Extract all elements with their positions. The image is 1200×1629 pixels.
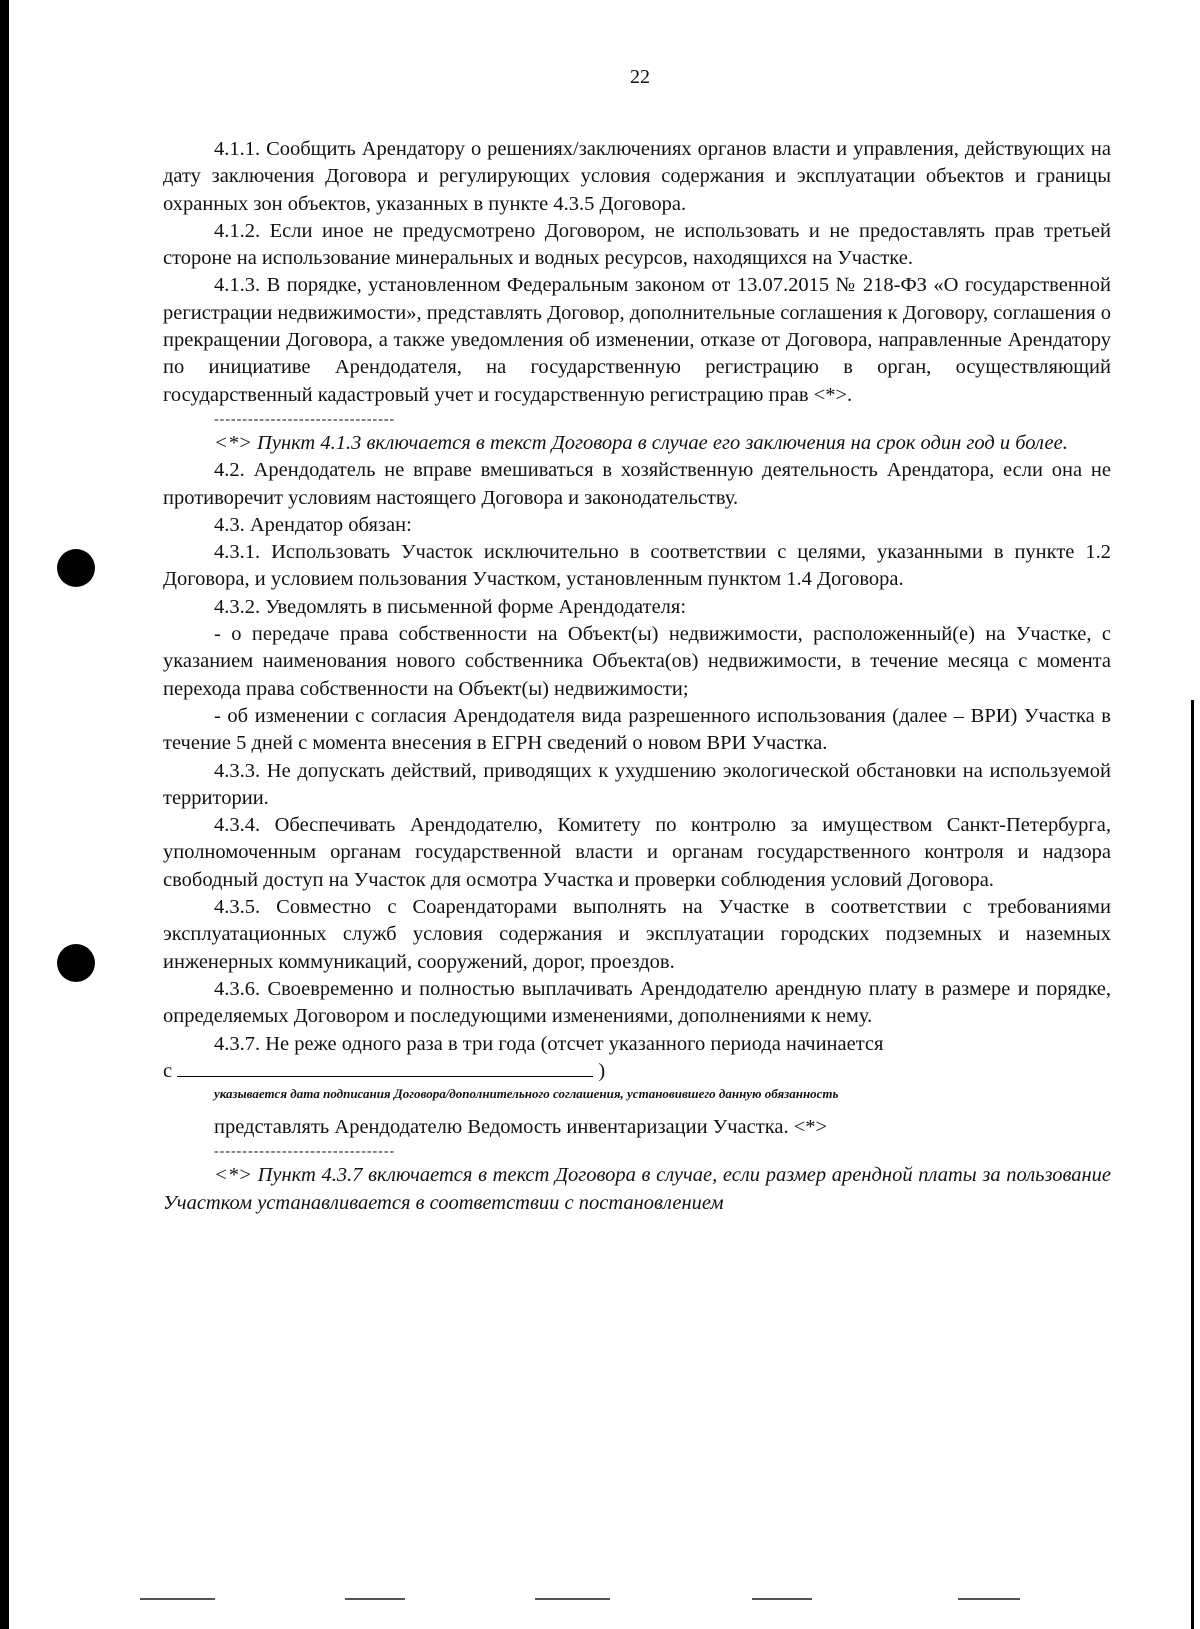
date-blank-line: [177, 1060, 593, 1077]
clause-4-3-1: 4.3.1. Использовать Участок исключительно в соответствии с целями, указанными в пункте 1.2 Договора, и условием пользования Участком, установленным пунктом 1.4 Договора.: [163, 541, 1111, 591]
punch-hole-icon: [57, 549, 95, 587]
footnote-separator: --------------------------------: [214, 411, 396, 427]
footnote-4-3-7: <*> Пункт 4.3.7 включается в текст Договора в случае, если размер арендной платы за пользование Участком устанавливается в соответствии с постановлением: [163, 1164, 1111, 1214]
clause-4-2: 4.2. Арендодатель не вправе вмешиваться в хозяйственную деятельность Арендатора, если она не противоречит условиям настоящего Договора и законодательству.: [163, 459, 1111, 509]
document-body: [163, 136, 1111, 1217]
clause-4-3-6: 4.3.6. Своевременно и полностью выплачивать Арендодателю арендную плату в размере и порядке, определяемых Договором и последующими изменениями, дополнениями к нему.: [163, 977, 1111, 1028]
page-number: 22: [630, 66, 650, 88]
scan-left-edge: [0, 0, 9, 1629]
footnote-4-1-3: <*> Пункт 4.1.3 включается в текст Договора в случае его заключения на срок один год и более.: [214, 431, 1068, 454]
fill-caption: указывается дата подписания Договора/дополнительного соглашения, установившего данную обязанность: [214, 1086, 839, 1102]
scan-bottom-artifacts: [140, 1598, 1080, 1602]
clause-4-3-7: 4.3.7. Не реже одного раза в три года (отсчет указанного периода начинается: [214, 1032, 884, 1055]
clause-4-3-3: 4.3.3. Не допускать действий, приводящих к ухудшению экологической обстановки на используемой территории.: [163, 759, 1111, 809]
scan-right-edge: [1191, 700, 1194, 1629]
clause-4-3-5: 4.3.5. Совместно с Соарендаторами выполнять на Участке в соответствии с требованиями эксплуатационных служб условия содержания и эксплуатации городских подземных и наземных инженерных коммуникаций, сооружений, дорог, проездов.: [163, 896, 1111, 973]
clause-4-1-3: 4.1.3. В порядке, установленном Федеральным законом от 13.07.2015 № 218-ФЗ «О государственной регистрации недвижимости», представлять Договор, дополнительные соглашения к Договору, соглашения о прекращении Договора, а также уведомления об изменении, отказе от Договора, направленные Арендатору по инициативе Арендодателя, на государственную регистрацию в орган, осуществляющий государственный кадастровый учет и государственную регистрацию прав <*>.: [163, 274, 1111, 406]
punch-hole-icon: [57, 944, 95, 982]
clause-4-1-2: 4.1.2. Если иное не предусмотрено Договором, не использовать и не предоставлять прав третьей стороне на использование минеральных и водных ресурсов, находящихся на Участке.: [163, 219, 1111, 270]
fill-prefix: с: [163, 1059, 173, 1082]
clause-4-3-2-item-1: - о передаче права собственности на Объект(ы) недвижимости, расположенный(е) на Участке, с указанием наименования нового собственника Объекта(ов) недвижимости, в течение месяца с момента перехода права собственности на Объект(ы) недвижимости;: [163, 623, 1111, 700]
clause-4-3-2-item-2: - об изменении с согласия Арендодателя вида разрешенного использования (далее – ВРИ) Участка в течение 5 дней с момента внесения в ЕГРН сведений о новом ВРИ Участка.: [163, 704, 1111, 755]
fill-suffix: ): [598, 1059, 606, 1082]
clause-4-3-2: 4.3.2. Уведомлять в письменной форме Арендодателя:: [214, 595, 687, 618]
clause-4-3-7-continuation: представлять Арендодателю Ведомость инвентаризации Участка. <*>: [214, 1116, 828, 1139]
footnote-separator-2: --------------------------------: [214, 1144, 396, 1160]
clause-4-1-1: 4.1.1. Сообщить Арендатору о решениях/заключениях органов власти и управления, действующих на дату заключения Договора и регулирующих условия содержания и эксплуатации объектов и границы охранных зон объектов, указанных в пункте 4.3.5 Договора.: [163, 138, 1111, 215]
clause-4-3-4: 4.3.4. Обеспечивать Арендодателю, Комитету по контролю за имуществом Санкт-Петербурга, уполномоченным органам государственной власти и органам государственного контроля и надзора свободный доступ на Участок для осмотра Участка и проверки соблюдения условий Договора.: [163, 814, 1111, 891]
fill-in-line: [163, 1058, 1111, 1085]
clause-4-3: 4.3. Арендатор обязан:: [214, 513, 412, 536]
